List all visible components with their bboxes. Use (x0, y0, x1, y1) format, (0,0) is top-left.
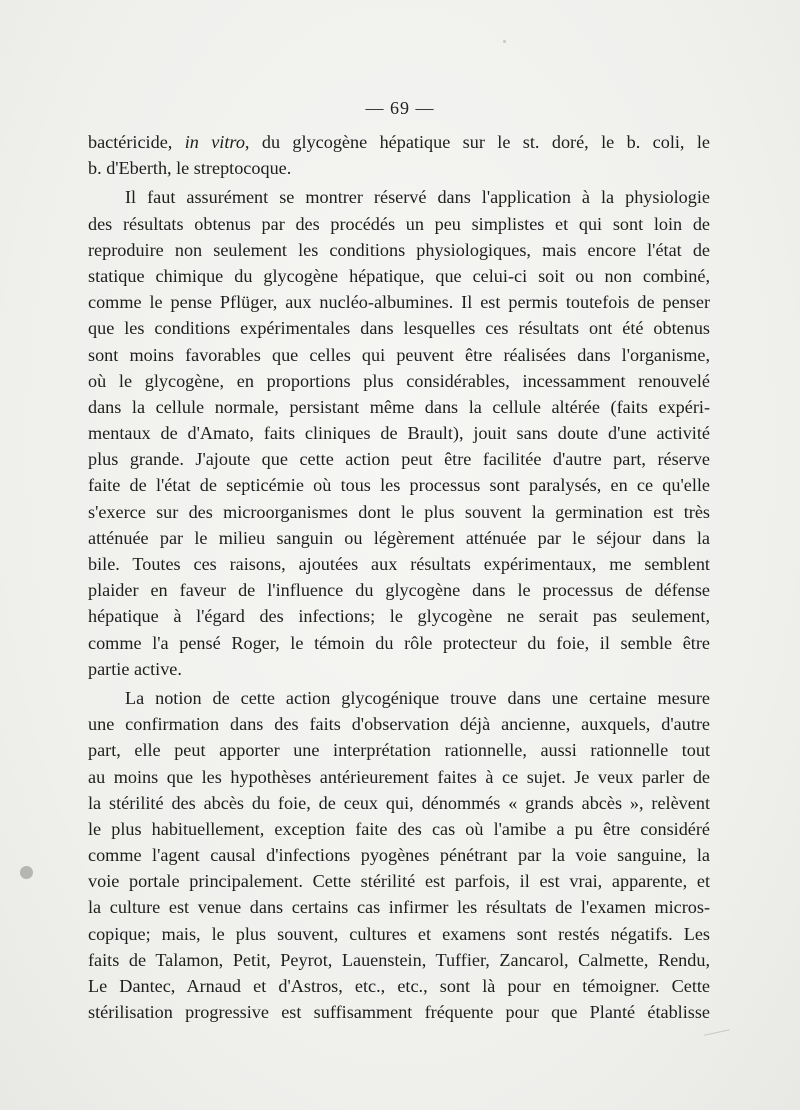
text-segment: b. d'Eberth, le streptocoque. (88, 158, 292, 179)
text-line (88, 737, 710, 763)
text-line (88, 446, 710, 472)
text-line (88, 551, 710, 577)
paragraph (88, 129, 710, 181)
text-line (88, 263, 710, 289)
text-segment: , du glycogène hépatique sur le st. doré, le b. coli, le (244, 132, 710, 152)
text-line (88, 525, 710, 551)
text-segment: bile. Toutes ces raisons, ajoutées aux résultats expérimentaux, me semblent (88, 554, 710, 574)
text-line (88, 394, 710, 420)
text-line (88, 711, 710, 737)
text-line (88, 420, 710, 446)
text-segment: plaider en faveur de l'influence du glycogène dans le processus de défense (88, 580, 710, 601)
text-segment: s'exerce sur des microorganismes dont le plus souvent la germination est très (88, 501, 710, 522)
text-line (88, 499, 710, 525)
text-line (88, 790, 710, 816)
text-line (88, 764, 710, 790)
text-segment: atténuée par le milieu sanguin ou légèrement atténuée par le séjour dans la (88, 527, 710, 548)
text-line (88, 211, 710, 237)
text-line (88, 842, 710, 868)
text-line (88, 342, 710, 368)
text-segment: plus grande. J'ajoute que cette action peut être facilitée d'autre part, réserve (88, 449, 710, 470)
text-segment: part, elle peut apporter une interprétation rationnelle, aussi rationnelle tout (88, 740, 710, 761)
text-line (88, 973, 710, 999)
text-segment: au moins que les hypothèses antérieurement faites à ce sujet. Je veux parler de (88, 766, 710, 787)
text-line (88, 577, 710, 603)
text-line (88, 184, 710, 210)
text-segment: hépatique à l'égard des infections; le glycogène ne serait pas seulement, (88, 606, 710, 627)
text-line (88, 237, 710, 263)
paper-mark (704, 1029, 730, 1035)
text-line (88, 947, 710, 973)
text-segment: que les conditions expérimentales dans lesquelles ces résultats ont été obtenus (88, 318, 710, 339)
text-segment: partie active. (88, 658, 182, 679)
paper-speck (503, 40, 506, 43)
text-segment: sont moins favorables que celles qui peuvent être réalisées dans l'organisme, (88, 344, 710, 365)
text-segment: bactéricide, (88, 132, 185, 152)
text-segment: mentaux de d'Amato, faits cliniques de Brault), jouit sans doute d'une activité (88, 423, 710, 444)
body-text (88, 129, 710, 1025)
text-segment: comme l'a pensé Roger, le témoin du rôle protecteur du foie, il semble être (88, 632, 710, 653)
text-segment: Il faut assurément se montrer réservé dans l'application à la physiologie (125, 187, 710, 208)
paper-speck (20, 866, 33, 879)
italic-text: in vitro (184, 132, 245, 152)
paragraph (88, 184, 710, 682)
text-line (88, 894, 710, 920)
text-segment: le plus habituellement, exception faite des cas où l'amibe a pu être considéré (88, 818, 710, 839)
page-number: — 69 — (365, 98, 435, 118)
text-segment: voie portale principalement. Cette stérilité est parfois, il est vrai, apparente, et (88, 871, 710, 892)
text-segment: dans la cellule normale, persistant même dans la cellule altérée (faits expéri- (88, 396, 710, 417)
text-segment: comme l'agent causal d'infections pyogènes pénétrant par la voie sanguine, la (88, 845, 710, 866)
text-segment: statique chimique du glycogène hépatique, que celui-ci soit ou non combiné, (88, 265, 710, 286)
text-segment: des résultats obtenus par des procédés un peu simplistes et qui sont loin de (88, 213, 710, 234)
text-segment: une confirmation dans des faits d'observation déjà ancienne, auxquels, d'autre (88, 714, 710, 735)
text-segment: faite de l'état de septicémie où tous les processus sont paralysés, en ce qu'elle (88, 475, 710, 496)
text-line (88, 129, 710, 155)
text-line (88, 868, 710, 894)
text-segment: reproduire non seulement les conditions physiologiques, mais encore l'état de (88, 239, 710, 260)
text-segment: faits de Talamon, Petit, Peyrot, Lauenstein, Tuffier, Zancarol, Calmette, Rendu, (88, 949, 710, 970)
text-segment: La notion de cette action glycogénique trouve dans une certaine mesure (125, 687, 710, 708)
text-segment: la stérilité des abcès du foie, de ceux qui, dénommés « grands abcès », relèvent (88, 792, 710, 813)
text-segment: la culture est venue dans certains cas infirmer les résultats de l'examen micros- (88, 897, 710, 918)
text-line (88, 656, 710, 682)
text-line (88, 630, 710, 656)
text-line (88, 289, 710, 315)
text-line (88, 999, 710, 1025)
text-line (88, 368, 710, 394)
paragraph (88, 685, 710, 1025)
text-line (88, 921, 710, 947)
text-segment: où le glycogène, en proportions plus considérables, incessamment renouvelé (88, 370, 710, 391)
text-line (88, 155, 710, 181)
text-line (88, 472, 710, 498)
text-segment: stérilisation progressive est suffisamment fréquente pour que Planté établisse (88, 1002, 710, 1023)
text-line (88, 603, 710, 629)
text-line (88, 816, 710, 842)
text-segment: copique; mais, le plus souvent, cultures et examens sont restés négatifs. Les (88, 923, 710, 944)
text-line (88, 315, 710, 341)
text-segment: Le Dantec, Arnaud et d'Astros, etc., etc., sont là pour en témoigner. Cette (88, 976, 710, 996)
text-segment: comme le pense Pflüger, aux nucléo-albumines. Il est permis toutefois de penser (88, 292, 710, 313)
text-line (88, 685, 710, 711)
